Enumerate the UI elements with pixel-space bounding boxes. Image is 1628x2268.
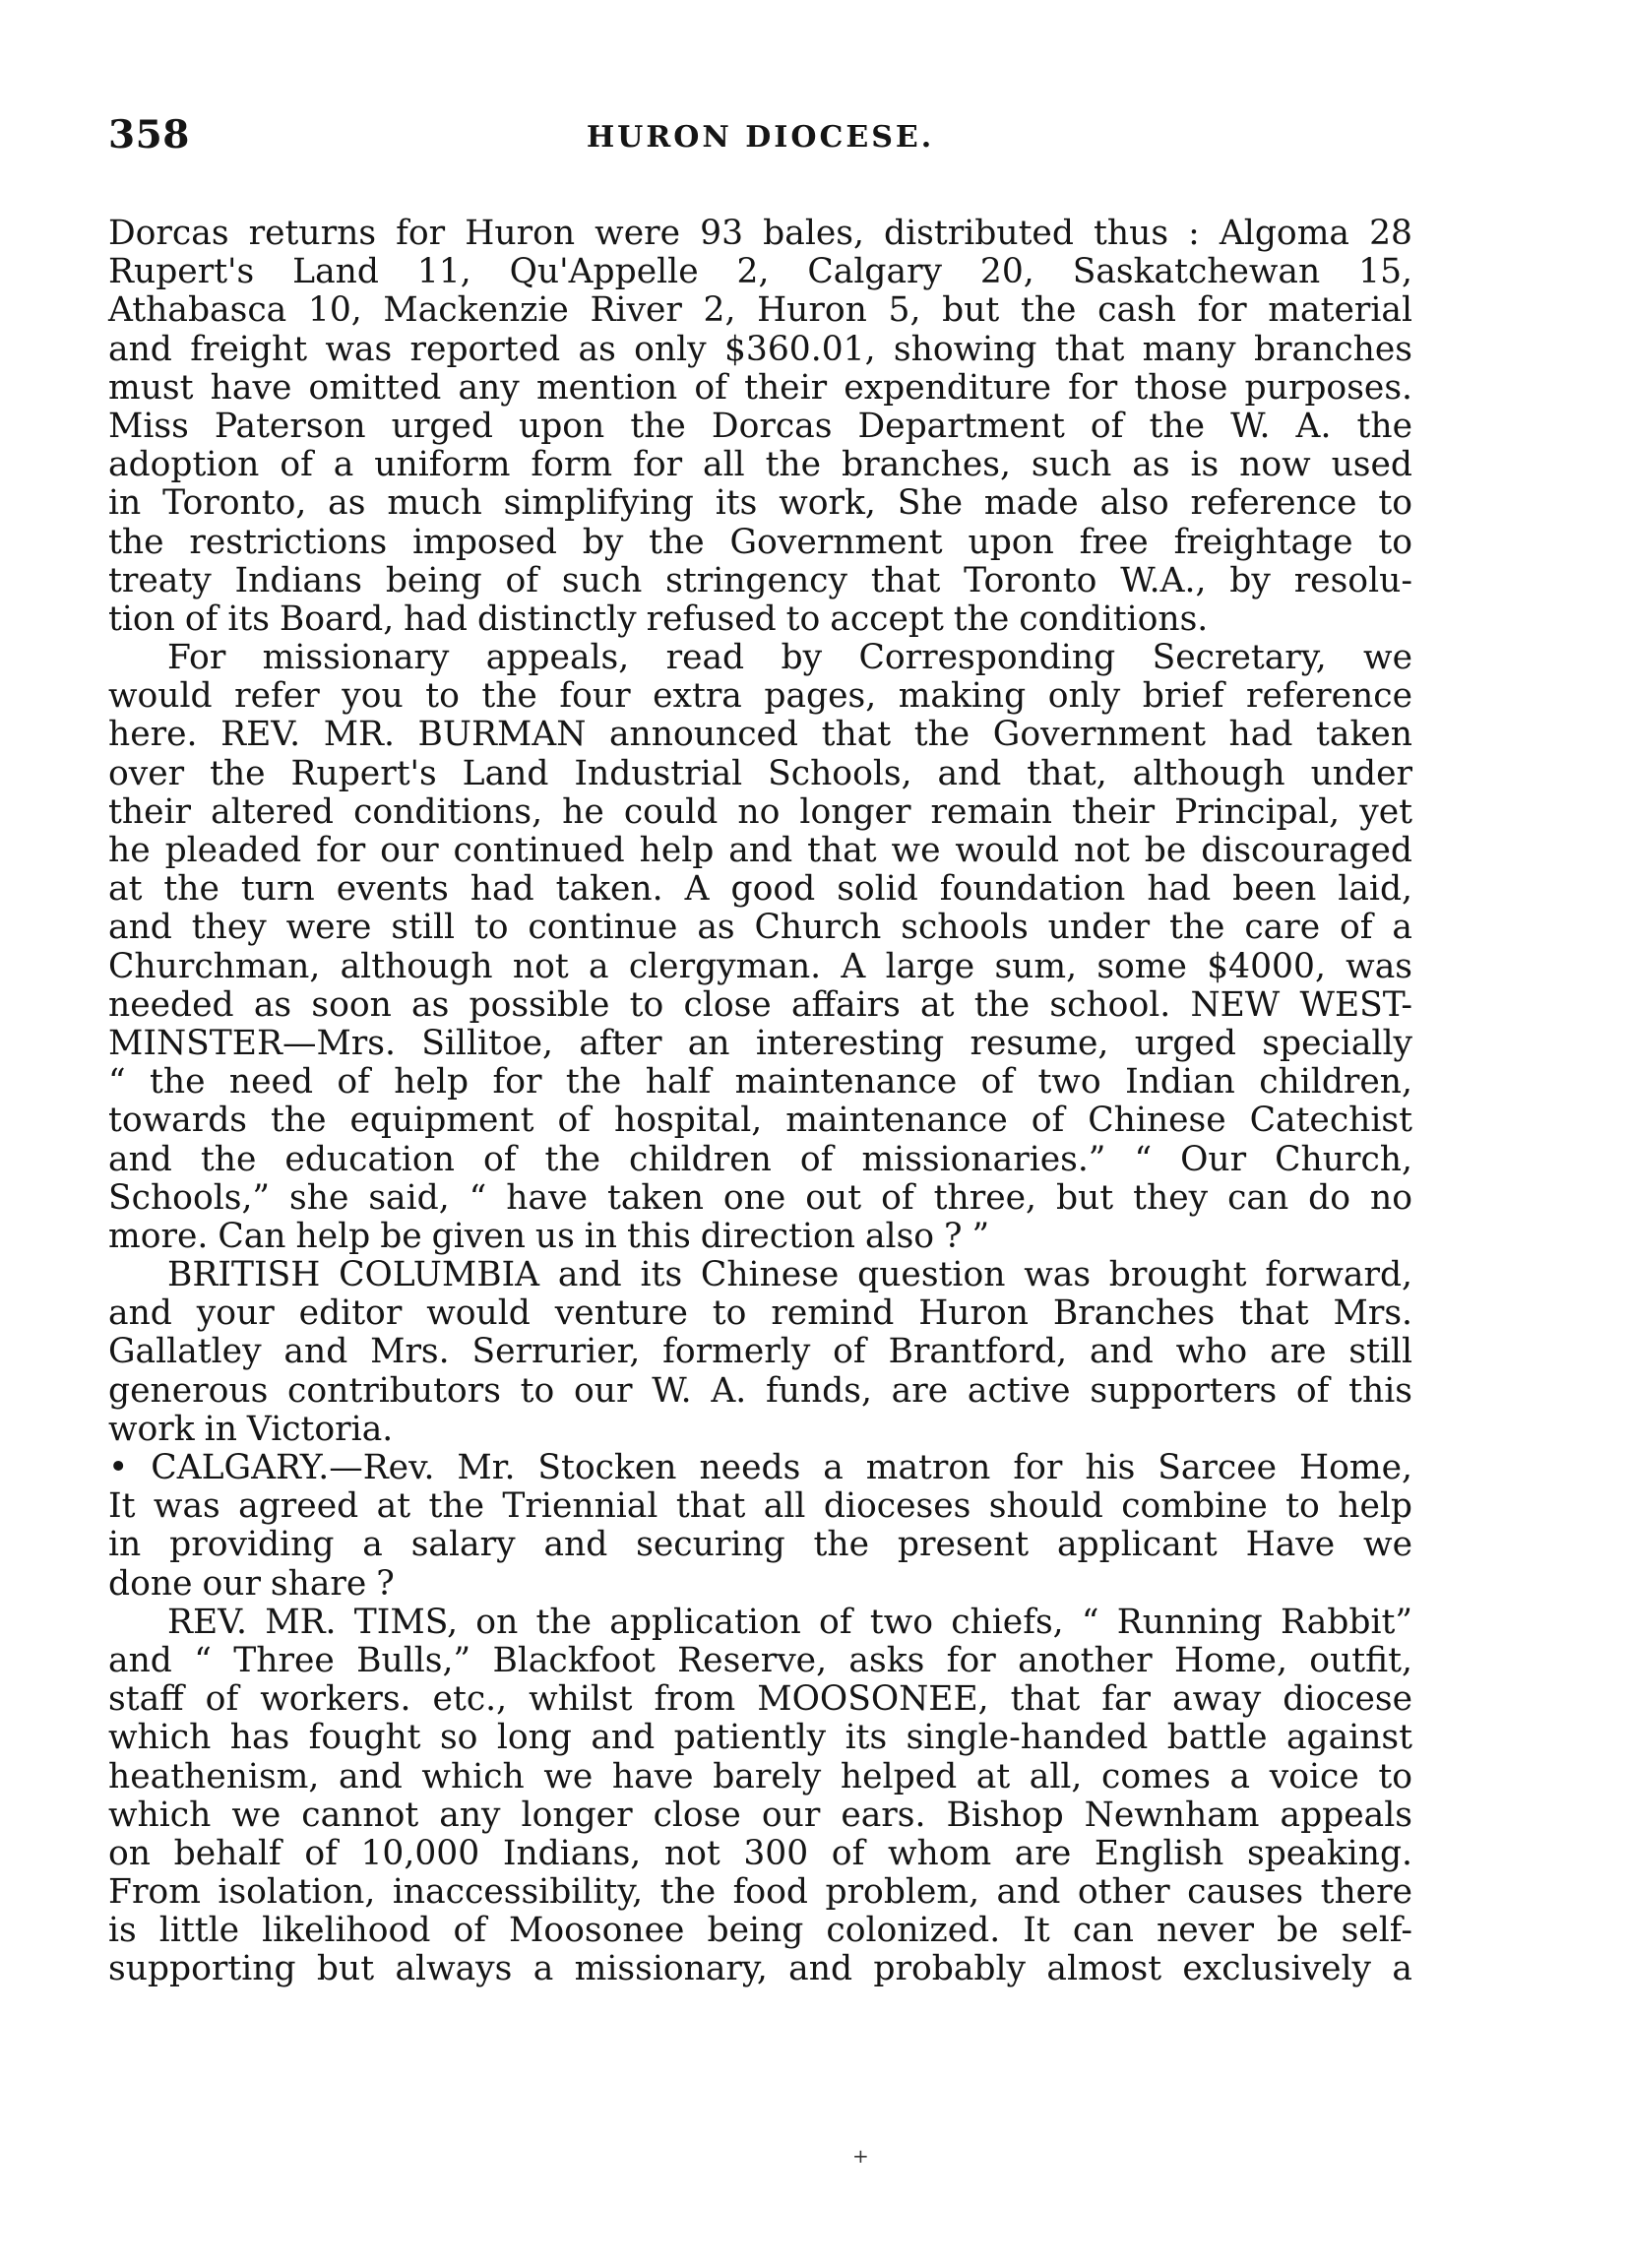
text-line: treaty Indians being of such stringency that Toronto W.A., by resolu-: [108, 560, 1412, 600]
text-line: on behalf of 10,000 Indians, not 300 of whom are English speaking.: [108, 1833, 1412, 1873]
text-line: at the turn events had taken. A good solid foundation had been laid,: [108, 869, 1412, 910]
body-text: [108, 215, 1412, 1989]
text-line: generous contributors to our W. A. funds, are active supporters of this: [108, 1370, 1412, 1411]
paragraph-first-line: • CALGARY.—Rev. Mr. Stocken needs a matron for his Sarcee Home,: [108, 1448, 1412, 1487]
paragraph-last-line: tion of its Board, had distinctly refused to accept the conditions.: [108, 598, 1209, 639]
text-line: is little likelihood of Moosonee being colonized. It can never be self-: [108, 1911, 1412, 1951]
text-line: It was agreed at the Triennial that all dioceses should combine to help: [108, 1486, 1412, 1527]
text-line: heathenism, and which we have barely helped at all, comes a voice to: [108, 1756, 1412, 1796]
paragraph-last-line: work in Victoria.: [108, 1409, 394, 1449]
text-line: adoption of a uniform form for all the branches, such as is now used: [108, 445, 1412, 485]
paragraph-first-line: For missionary appeals, read by Corresponding Secretary, we: [167, 638, 1412, 678]
text-line: and freight was reported as only $360.01, showing that many branches: [108, 329, 1412, 369]
text-line: Rupert's Land 11, Qu'Appelle 2, Calgary 20, Saskatchewan 15,: [108, 252, 1412, 292]
paragraph-first-line: REV. MR. TIMS, on the application of two chiefs, “ Running Rabbit”: [167, 1602, 1412, 1642]
text-line: would refer you to the four extra pages, making only brief reference: [108, 676, 1412, 717]
text-line: Schools,” she said, “ have taken one out of three, but they can do no: [108, 1177, 1412, 1218]
paragraph-first-line: BRITISH COLUMBIA and its Chinese question was brought forward,: [167, 1255, 1412, 1295]
text-line: which we cannot any longer close our ears. Bishop Newnham appeals: [108, 1795, 1412, 1835]
text-line: he pleaded for our continued help and that we would not be discouraged: [108, 831, 1412, 870]
text-line: Dorcas returns for Huron were 93 bales, distributed thus : Algoma 28: [108, 214, 1412, 253]
paragraph-last-line: done our share ?: [108, 1563, 395, 1604]
text-line: in providing a salary and securing the present applicant Have we: [108, 1525, 1412, 1565]
text-line: and your editor would venture to remind Huron Branches that Mrs.: [108, 1293, 1412, 1334]
text-line: must have omitted any mention of their expenditure for those purposes.: [108, 367, 1412, 408]
text-line: and “ Three Bulls,” Blackfoot Reserve, asks for another Home, outfit,: [108, 1640, 1412, 1680]
text-line: here. REV. MR. BURMAN announced that the Government had taken: [108, 715, 1412, 755]
running-title: HURON DIOCESE.: [586, 120, 935, 155]
text-line: over the Rupert's Land Industrial Schools, and that, although under: [108, 753, 1412, 793]
text-line: Gallatley and Mrs. Serrurier, formerly of Brantford, and who are still: [108, 1332, 1412, 1372]
text-line: “ the need of help for the half maintenance of two Indian children,: [108, 1062, 1412, 1102]
text-line: staff of workers. etc., whilst from MOOSONEE, that far away diocese: [108, 1679, 1412, 1720]
footer-mark: +: [852, 2144, 869, 2168]
text-line: supporting but always a missionary, and probably almost exclusively a: [108, 1949, 1412, 1989]
text-line: the restrictions imposed by the Government upon free freightage to: [108, 522, 1412, 562]
text-line: which has fought so long and patiently its single-handed battle against: [108, 1718, 1412, 1758]
text-line: and they were still to continue as Church schools under the care of a: [108, 908, 1412, 948]
text-line: needed as soon as possible to close affairs at the school. NEW WEST-: [108, 984, 1412, 1025]
page-number: 358: [108, 112, 190, 158]
text-line: towards the equipment of hospital, maintenance of Chinese Catechist: [108, 1101, 1412, 1141]
text-line: in Toronto, as much simplifying its work, She made also reference to: [108, 483, 1412, 524]
paragraph-last-line: more. Can help be given us in this direction also ? ”: [108, 1216, 990, 1256]
running-header: [108, 110, 1412, 169]
text-line: Athabasca 10, Mackenzie River 2, Huron 5, but the cash for material: [108, 290, 1412, 331]
text-line: Churchman, although not a clergyman. A large sum, some $4000, was: [108, 946, 1412, 986]
text-line: their altered conditions, he could no longer remain their Principal, yet: [108, 791, 1412, 832]
text-line: MINSTER—Mrs. Sillitoe, after an interesting resume, urged specially: [108, 1023, 1412, 1063]
text-line: From isolation, inaccessibility, the food problem, and other causes there: [108, 1872, 1412, 1913]
text-line: Miss Paterson urged upon the Dorcas Department of the W. A. the: [108, 406, 1412, 446]
text-line: and the education of the children of missionaries.” “ Our Church,: [108, 1139, 1412, 1179]
